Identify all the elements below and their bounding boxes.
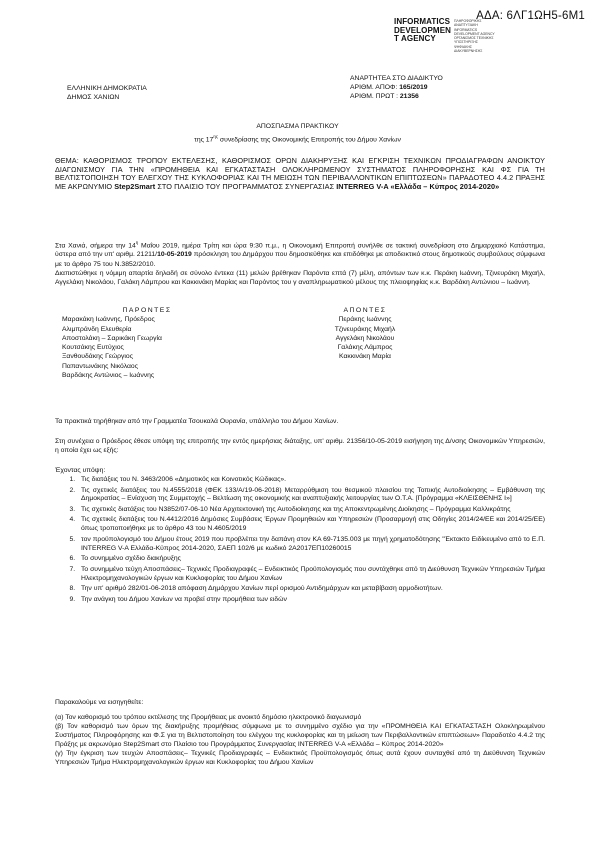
considerations-list — [55, 476, 545, 606]
logo-subtext: ΠΛΗΡΟΦΟΡΙΚΗΣ ΑΝΑΠΤΥΞΙΑΚΗ INFORMATICS DEVELOPMENT AGENCY ΟΡΓΑΝΙΣΜΟΣ ΤΕΧΝΙΚΗΣ ΥΠΟΣΤΗΡΙΞΗΣ ΨΗΦΙΑΚΗΣ ΔΙΑΚΥΒΕΡΝΗΣΗΣ — [454, 19, 495, 54]
municipality-label: ΔΗΜΟΣ ΧΑΝΙΩΝ — [67, 94, 120, 101]
minutes-keeper: Τα πρακτικά τηρήθηκαν από την Γραμματέα Τσουκαλά Ουρανία, υπάλληλο του Δήμου Χανίων. — [55, 418, 339, 425]
absent-members — [315, 306, 415, 362]
informatics-agency-logo — [394, 18, 498, 53]
absent-member: Τζινευράκης Μιχαήλ — [334, 325, 396, 333]
having-regard-label: Έχοντας υπόψη: — [55, 467, 106, 474]
list-item: 9. Την ανάγκη του Δήμου Χανίων να προβεί στην προμήθεια των ειδών — [77, 596, 545, 605]
republic-label: ΕΛΛΗΝΙΚΗ ΔΗΜΟΚΡΑΤΙΑ — [67, 85, 147, 92]
list-item: 4. Τις σχετικές διατάξεις του Ν.4412/2016 Δημόσιες Συμβάσεις Έργων Προμηθειών και Υπηρεσιών (Προσαρμογή στις Οδηγίες 2014/24/ΕΕ και 2014/25/ΕΕ) όπως τροποποιήθηκε με το άρθρο 43 του Ν.4605/2019 — [77, 516, 545, 534]
absent-member: Κακκινάκη Μαρία — [339, 353, 391, 361]
list-item: 2. Τις σχετικές διατάξεις του Ν.4555/2018 (ΦΕΚ 133/Α/19-06-2018) Μεταρρύθμιση του θεσμικού πλαισίου της Τοπικής Αυτοδιοίκησης – Εμβάθυνση της Δημοκρατίας – Ενίσχυση της Συμμετοχής – Βελτίωση της οικονομικής και αναπτυξιακής λειτουργίας των Ο.Τ.Α. [Πρόγραμμα «ΚΛΕΙΣΘΕΝΗΣ Ι»] — [77, 487, 545, 505]
list-item: 6. Το συνημμένο σχέδιο διακήρυξης — [77, 555, 545, 564]
present-member: Βαρδάκης Αντώνιος – Ιωάννης — [62, 372, 155, 380]
reference-block — [350, 74, 443, 101]
present-title: ΠΑΡΟΝΤΕΣ — [122, 307, 172, 314]
publish-online-label: ΑΝΑΡΤΗΤΕΑ ΣΤΟ ΔΙΑΔΙΚΤΥΟ — [350, 75, 443, 82]
list-item: 7. Το συνημμένο τεύχη Αποσπάσεις– Τεχνικές Προδιαγραφές – Ενδεικτικός Προϋπολογισμός που συντάχθηκε από τη Διεύθυνση Τεχνικών Υπηρεσιών Τμήμα Ηλεκτρομηχανολογικών έργων και Κυκλοφορίας του Δήμου Χανίων — [77, 566, 545, 584]
absent-member: Αγγελάκη Νικολάου — [335, 334, 395, 342]
present-member: Αλιμπράνδη Ελευθερία — [62, 325, 132, 333]
logo-wordmark: INFORMATICS DEVELOPMEN T AGENCY — [394, 17, 452, 44]
protocol-number: ΑΡΙΘΜ. ΠΡΩΤ : 21356 — [350, 93, 419, 100]
list-item: 1. Τις διατάξεις του Ν. 3463/2006 «Δημοτικός και Κοινοτικός Κώδικας». — [77, 476, 545, 485]
proposals-list — [55, 714, 545, 767]
absent-member: Γαλάκης Λάμπρος — [337, 344, 393, 352]
absent-title: ΑΠΟΝΤΕΣ — [343, 307, 387, 314]
list-item: 8. Την υπ' αριθμό 282/01-06-2018 απόφαση Δημάρχου Χανίων περί ορισμού Αντιδημάρχων και μεταβίβαση αρμοδιοτήτων. — [77, 585, 545, 594]
request-label: Παρακαλούμε να εισηγηθείτε: — [55, 699, 144, 706]
continuation-paragraph: Στη συνέχεια ο Πρόεδρος έθεσε υπόψη της επιτροπής την εντός ημερήσιας διάταξης, υπ' αριθμ. 21356/10-05-2019 εισήγηση της Δ/νσης Οικονομικών Υπηρεσιών, η οποία έχει ως εξής: — [55, 438, 545, 455]
proposal-item: (β) Τον καθορισμό των όρων της διακήρυξης προμήθειας σύμφωνα με το συνημμένο σχέδιο για την «ΠΡΟΜΗΘΕΙΑ ΚΑΙ ΕΓΚΑΤΑΣΤΑΣΗ Ολοκληρωμένου Συστήματος Πληροφόρησης και Φ.Σ για τη Βελτιστοποίηση του ελέγχου της κυκλοφορίας και τη μείωση των Περιβαλλοντικών επιπτώσεων» Παραδοτέο 4.4.2 της Πράξης με ακρωνύμιο Step2Smart στο Πλαίσιο του Προγράμματος Συνεργασίας INTERREG V-A «Ελλάδα – Κύπρος 2014-2020» — [55, 722, 545, 748]
issuer-block — [67, 84, 147, 102]
subject-heading: ΘΕΜΑ: ΚΑΘΟΡΙΣΜΟΣ ΤΡΟΠΟΥ ΕΚΤΕΛΕΣΗΣ, ΚΑΘΟΡΙΣΜΟΣ ΟΡΩΝ ΔΙΑΚΗΡΥΞΗΣ ΚΑΙ ΕΓΚΡΙΣΗ ΤΕΧΝΙΚΩΝ ΠΡΟΔΙΑΓΡΑΦΩΝ ΑΝΟΙΚΤΟΥ ΔΙΑΓΩΝΙΣΜΟΥ ΓΙΑ ΤΗΝ «ΠΡΟΜΗΘΕΙΑ ΚΑΙ ΕΓΚΑΤΑΣΤΑΣΗ ΟΛΟΚΛΗΡΩΜΕΝΟΥ ΣΥΣΤΗΜΑΤΟΣ ΠΛΗΡΟΦΟΡΗΣΗΣ ΚΑΙ ΦΣ ΓΙΑ ΤΗ ΒΕΛΤΙΣΤΟΠΟΙΗΣΗ ΤΟΥ ΕΛΕΓΧΟΥ ΤΗΣ ΚΥΚΛΟΦΟΡΙΑΣ ΚΑΙ ΤΗ ΜΕΙΩΣΗ ΤΩΝ ΠΕΡΙΒΑΛΛΟΝΤΙΚΩΝ ΕΠΙΠΤΩΣΕΩΝ» ΠΑΡΑΔΟΤΕΟ 4.4.2 ΠΡΑΞΗΣ ΜΕ ΑΚΡΩΝΥΜΙΟ Step2Smart ΣΤΟ ΠΛΑΙΣΙΟ ΤΟΥ ΠΡΟΓΡΑΜΜΑΤΟΣ ΣΥΝΕΡΓΑΣΙΑΣ INTERREG V-A «Ελλάδα – Κύπρος 2014-2020» — [55, 156, 545, 191]
document-title: ΑΠΟΣΠΑΣΜΑ ΠΡΑΚΤΙΚΟΥ — [256, 123, 339, 130]
ada-code: ΑΔΑ: 6ΛΓ1ΩΗ5-6Μ1 — [476, 10, 585, 22]
decision-number: ΑΡΙΘΜ. ΑΠΟΦ: 165/2019 — [350, 84, 428, 91]
proposal-item: (α) Τον καθορισμό του τρόπου εκτέλεσης της Προμήθειας με ανοικτό δημόσιο ηλεκτρονικό διαγωνισμό — [55, 714, 362, 721]
present-member: Αποστολάκη – Σαρικάκη Γεωργία — [62, 334, 162, 342]
proposal-item: (γ) Την έγκριση των τευχών Αποσπάσεις– Τεχνικές Προδιαγραφές – Ενδεικτικός Προϋπολογισμός όπως αυτά έχουν συνταχθεί από τη Διεύθυνση Τεχνικών Υπηρεσιών Τμήμα Ηλεκτρομηχανολογικών έργων και Κυκλοφορίας του Δήμου Χανίων — [55, 749, 545, 766]
present-members — [62, 306, 232, 380]
present-member: Παπαντωνάκης Νικόλαος — [62, 362, 138, 370]
list-item: 3. Τις σχετικές διατάξεις του Ν3852/07-06-10 Νέα Αρχιτεκτονική της Αυτοδιοίκησης και της Αποκεντρωμένης Διοίκησης – Πρόγραμμα Καλλικράτης — [77, 506, 545, 515]
intro-paragraph: Στα Χανιά, σήμερα την $14^\eta$ Μαΐου 2019, ημέρα Τρίτη και ώρα 9:30 π.μ., η Οικονομική Επιτροπή συνήλθε σε τακτική συνεδρίαση στο Δημαρχιακό Κατάστημα, ύστερα από την υπ' αριθμ. 21211/10-05-2019 πρόσκληση του Δημάρχου που δημοσιεύθηκε και επιδόθηκε με αποδεικτικό στους δημοτικούς συμβούλους σύμφωνα με το άρθρο 75 του Ν.3852/2010. — [55, 240, 546, 268]
present-member: Ξανθουδάκης Γεώργιος — [62, 353, 133, 361]
quorum-paragraph: Διαπιστώθηκε η νόμιμη απαρτία δηλαδή σε σύνολο έντεκα (11) μελών βρέθηκαν Παρόντα επτά (7) μέλη, απόντων των κ.κ. Περάκη Ιωάννη, Τζινευράκη Μιχαήλ, Αγγελάκη Νικολάου, Γαλάκη Λάμπρου και Κακκινάκη Μαρίας και Παρόντος του γ αναπληρωματικού μέλους της πλειοψηφίας κ.κ. Βαρδάκη Αντώνιου – Ιωάννη. — [55, 270, 545, 287]
absent-member: Περάκης Ιωάννης — [338, 316, 392, 324]
present-member: Μαρακάκη Ιωάννης, Πρόεδρος — [62, 316, 155, 324]
session-line: της $17^{\eta\varsigma}$ συνεδρίασης της Οικονομικής Επιτροπής του Δήμου Χανίων — [194, 134, 401, 144]
list-item: 5. τον προϋπολογισμό του Δήμου έτους 2019 που προβλέπει την δαπάνη στον ΚΑ 69-7135.003 με πηγή χρηματοδότησης "Έκτακτο Ειδίκευμένο από το Ε.Π. INTERREG V-A Ελλάδα-Κύπρος 2014-2020, ΣΑΕΠ 102/6 με κωδικό 2A2017ΕΠ10260015 — [77, 536, 545, 554]
present-member: Κουτσάκης Ευτύχιος — [62, 344, 124, 352]
